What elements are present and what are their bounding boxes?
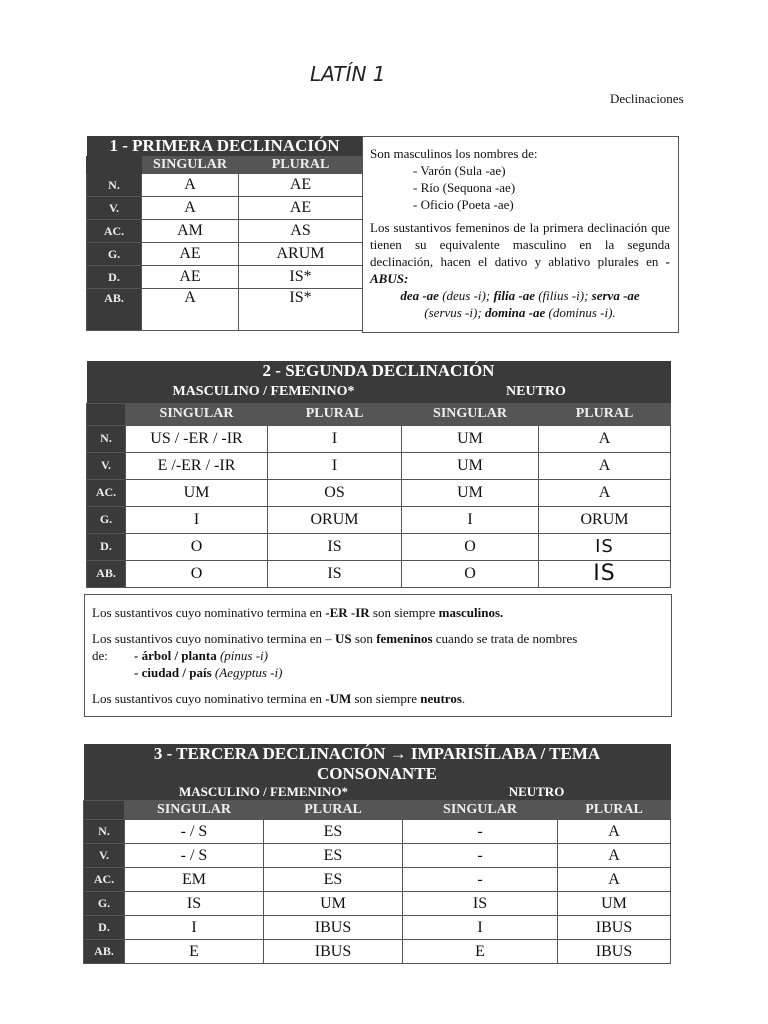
second-declension-title: 2 - SEGUNDA DECLINACIÓN: [87, 361, 671, 381]
example: (deus -i);: [438, 288, 494, 303]
table-cell: - / S: [125, 844, 264, 868]
header-plural: PLURAL: [558, 801, 671, 820]
case-label: D.: [87, 266, 142, 289]
first-declension-title: 1 - PRIMERA DECLINACIÓN: [87, 136, 363, 157]
case-label: G.: [87, 243, 142, 266]
table-cell: ES: [264, 868, 403, 892]
header-singular: SINGULAR: [126, 403, 268, 425]
page-title: Declinaciones: [610, 91, 684, 106]
note-paragraph: Los sustantivos femeninos de la primera declinación que tienen su equivalente masculino en la segunda declinación, hacen el dativo y ablativo plurales en: [370, 220, 670, 269]
corner-cell: [87, 381, 126, 403]
case-label: N.: [84, 820, 125, 844]
example: dea -ae: [400, 288, 439, 303]
table-cell: E /-ER / -IR: [126, 452, 268, 479]
table-cell: A: [142, 289, 239, 331]
table-cell: A: [142, 174, 239, 197]
table-cell: E: [125, 940, 264, 964]
table-cell: I: [125, 916, 264, 940]
note-de: de:: [92, 648, 108, 663]
table-cell: A: [558, 868, 671, 892]
first-declension-table: [86, 136, 363, 331]
table-cell: OS: [268, 479, 402, 506]
table-cell: E: [403, 940, 558, 964]
header-plural: PLURAL: [239, 157, 363, 174]
note-item: - Río (Sequona -ae): [413, 180, 516, 195]
case-label: AC.: [87, 220, 142, 243]
table-cell: AE: [239, 197, 363, 220]
note-item: - Oficio (Poeta -ae): [413, 197, 514, 212]
case-label: AC.: [87, 479, 126, 506]
table-cell: AS: [239, 220, 363, 243]
case-label: V.: [87, 197, 142, 220]
table-cell: A: [558, 820, 671, 844]
case-label: G.: [84, 892, 125, 916]
header-plural: PLURAL: [268, 403, 402, 425]
third-declension-title-2: CONSONANTE: [84, 764, 671, 784]
case-label: AB.: [84, 940, 125, 964]
table-cell: I: [403, 916, 558, 940]
table-cell: IBUS: [264, 940, 403, 964]
note-um: Los sustantivos cuyo nominativo termina en -UM son siempre neutros.: [92, 691, 466, 706]
third-declension-table: [83, 744, 671, 964]
header-singular: SINGULAR: [125, 801, 264, 820]
table-cell: O: [126, 533, 268, 560]
table-cell: ES: [264, 820, 403, 844]
table-cell: ORUM: [268, 506, 402, 533]
corner-cell: [87, 403, 126, 425]
table-cell: AE: [239, 174, 363, 197]
table-cell: A: [539, 425, 671, 452]
table-cell: AE: [142, 266, 239, 289]
table-cell: UM: [126, 479, 268, 506]
case-label: V.: [87, 452, 126, 479]
example: (dominus -i).: [545, 305, 616, 320]
case-label: D.: [87, 533, 126, 560]
table-cell: IS: [125, 892, 264, 916]
table-cell: IBUS: [264, 916, 403, 940]
second-declension-notes: [92, 604, 667, 707]
table-cell: US / -ER / -IR: [126, 425, 268, 452]
group-neutro: NEUTRO: [402, 381, 671, 403]
table-cell: I: [268, 452, 402, 479]
table-cell: IS: [268, 533, 402, 560]
case-label: AB.: [87, 289, 142, 331]
table-cell: A: [558, 844, 671, 868]
first-declension-note: [370, 145, 670, 321]
table-cell: EM: [125, 868, 264, 892]
note-er-ir: Los sustantivos cuyo nominativo termina en -ER -IR son siempre masculinos.: [92, 605, 504, 620]
header-plural: PLURAL: [264, 801, 403, 820]
table-cell: I: [268, 425, 402, 452]
group-neutro: NEUTRO: [403, 784, 671, 801]
table-cell: ORUM: [539, 506, 671, 533]
case-label: AC.: [84, 868, 125, 892]
note-list-item: - árbol / planta (pinus -i): [134, 648, 268, 663]
note-list-item: - ciudad / país (Aegyptus -i): [134, 665, 283, 680]
group-masc-fem: MASCULINO / FEMENINO*: [125, 784, 403, 801]
case-label: N.: [87, 425, 126, 452]
third-declension-title: 3 - TERCERA DECLINACIÓN → IMPARISÍLABA / TEMA: [84, 744, 671, 764]
table-cell: UM: [402, 425, 539, 452]
table-cell: -: [403, 844, 558, 868]
table-cell: O: [402, 533, 539, 560]
note-abus: -ABUS:: [370, 254, 670, 286]
table-cell: -: [403, 868, 558, 892]
note-item: - Varón (Sula -ae): [413, 163, 506, 178]
table-cell: I: [126, 506, 268, 533]
table-cell: IS: [268, 560, 402, 587]
corner-cell: [87, 157, 142, 174]
table-cell: IS: [403, 892, 558, 916]
table-cell: - / S: [125, 820, 264, 844]
table-cell: IS*: [239, 266, 363, 289]
example: (servus -i);: [424, 305, 485, 320]
example: filia -ae: [493, 288, 535, 303]
handwritten-title: LATÍN 1: [310, 62, 386, 86]
table-cell: UM: [264, 892, 403, 916]
note-intro: Son masculinos los nombres de:: [370, 146, 538, 161]
case-label: N.: [87, 174, 142, 197]
table-cell: IS*: [239, 289, 363, 331]
table-cell: IBUS: [558, 916, 671, 940]
table-cell: ARUM: [239, 243, 363, 266]
table-cell: A: [142, 197, 239, 220]
example: (filius -i);: [534, 288, 592, 303]
case-label: G.: [87, 506, 126, 533]
example: serva -ae: [591, 288, 640, 303]
group-masc-fem: MASCULINO / FEMENINO*: [126, 381, 402, 403]
table-cell: UM: [402, 479, 539, 506]
header-singular: SINGULAR: [402, 403, 539, 425]
corner-cell: [84, 784, 125, 801]
table-cell: O: [402, 560, 539, 587]
table-cell: UM: [402, 452, 539, 479]
table-cell: AM: [142, 220, 239, 243]
note-us: Los sustantivos cuyo nominativo termina en – US son femeninos cuando se trata de nombres: [92, 631, 578, 646]
corner-cell: [84, 801, 125, 820]
table-cell: UM: [558, 892, 671, 916]
table-cell-handwritten: IS: [539, 560, 671, 587]
header-plural: PLURAL: [539, 403, 671, 425]
table-cell: AE: [142, 243, 239, 266]
table-cell: I: [402, 506, 539, 533]
table-cell: IBUS: [558, 940, 671, 964]
table-cell-handwritten: IS: [539, 533, 671, 560]
table-cell: A: [539, 452, 671, 479]
table-cell: ES: [264, 844, 403, 868]
case-label: D.: [84, 916, 125, 940]
header-singular: SINGULAR: [403, 801, 558, 820]
table-cell: -: [403, 820, 558, 844]
second-declension-table: [86, 361, 671, 588]
header-singular: SINGULAR: [142, 157, 239, 174]
example: domina -ae: [484, 305, 546, 320]
case-label: V.: [84, 844, 125, 868]
table-cell: O: [126, 560, 268, 587]
table-cell: A: [539, 479, 671, 506]
case-label: AB.: [87, 560, 126, 587]
